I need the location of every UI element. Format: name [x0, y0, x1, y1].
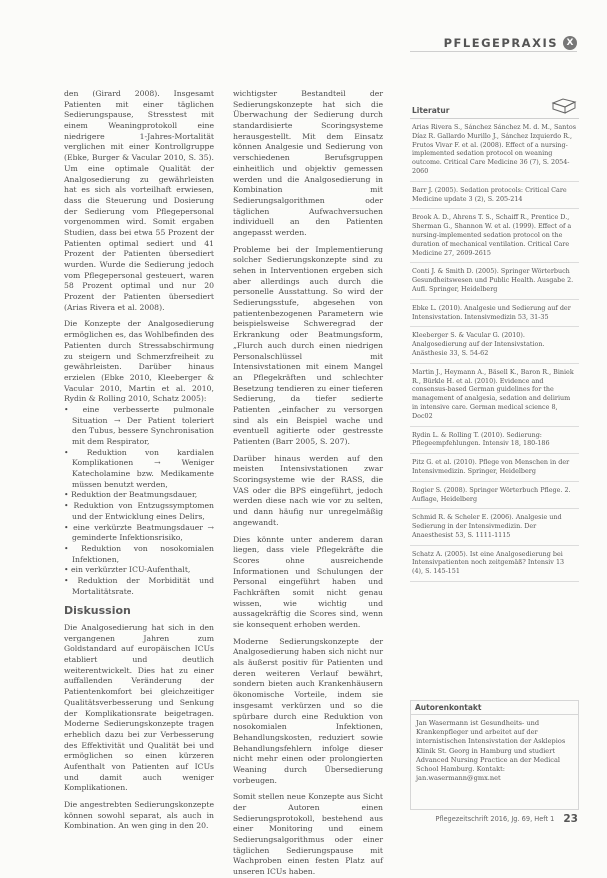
reference-item: Rydin L. & Rolling T. (2010). Sedierung: Pflegeempfehlungen. Intensiv 18, 180-186	[410, 427, 579, 455]
list-item: • Reduktion der Morbidität und Mortalitätsrate.	[64, 575, 214, 596]
author-contact-box	[410, 700, 579, 810]
body-paragraph: wichtigster Bestandteil der Sedierungskonzepte hat sich die Überwachung der Sedierung durch standardisierte Scoringsysteme herausgestellt. Mit dem Einsatz können Analgesie und Sedierung von verschiedenen Berufsgruppen einheitlich und objektiv gemessen werden und die Analgosedierung in Kombination mit Sedierungsalgorithmen oder täglichen Aufwachversuchen individuell an den Patienten angepasst werden.	[233, 89, 383, 237]
section-brand: PFLEGEPRAXIS	[443, 35, 558, 50]
reference-item: Schmid R. & Scheler E. (2006). Analgesie und Sedierung in der Intensivmedizin. Der Anaesthesist 53, S. 1111-1115	[410, 509, 579, 545]
body-paragraph: Die Konzepte der Analgosedierung ermöglichen es, das Wohlbefinden des Patienten durch Stressabschirmung zu steigern und Schmerzfreiheit zu gewährleisten. Darüber hinaus erzielen (Ebke 2010, Kleeberger & Vacular 2010, Martin et al. 2010, Rydin & Rolling 2010, Schatz 2005):	[64, 319, 214, 404]
book-icon	[551, 97, 577, 118]
text-column-1	[64, 89, 214, 849]
reference-item: Brook A. D., Ahrens T. S., Schaiff R., Prentice D., Sherman G., Shannon W. et al. (1999). Effect of a nursing-implemented sedation protocol on the duration of mechanical ventilation. Critical Care Medicine 27, 2609-2615	[410, 209, 579, 263]
literature-title: Literatur	[412, 106, 450, 116]
body-paragraph: den (Girard 2008). Insgesamt Patienten mit einer täglichen Sedierungspause, Stresstest mit einem Weaningprotokoll eine niedrigere 1-Jahres-Mortalität verglichen mit einer Kontrollgruppe (Ebke, Burger & Vacular 2010, S. 35). Um eine optimale Qualität der Analgosedierung zu gewährleisten hat es sich als vorteilhaft erwiesen, dass die Steuerung und Dosierung der Sedierung vom Pflegepersonal vorgenommen wird. Somit ergaben Studien, dass bei etwa 55 Prozent der Patienten optimal sediert und 41 Prozent der Patienten übersediert wurden. Wurde die Sedierung jedoch vom Pflegepersonal gesteuert, waren 58 Prozent optimal und nur 20 Prozent der Patienten übersediert (Arias Rivera et al. 2008).	[64, 89, 214, 312]
page-number: 23	[563, 813, 578, 825]
body-paragraph: Probleme bei der Implementierung solcher Sedierungskonzepte sind zu sehen in Interventionen ergeben sich aber allerdings auch durch die personelle Ausstattung. So wird der Sedierungsstufe, abgesehen von patientenbezogenen Parametern wie beispielsweise Schweregrad der Erkrankung oder Beatmungsform, „Flurch auch durch einen niedrigen Personalschlüssel mit Intensivstationen mit einem Mangel an Pflegekräften und schlechter Besetzung tendieren zu einer tieferen Sedierung, da tiefer sedierte Patienten „einfacher zu versorgen sind als ein Beispiel wache und eventuell agitierte oder gestresste Patienten (Barr 2005, S. 207).	[233, 244, 383, 446]
body-paragraph: Darüber hinaus werden auf den meisten Intensivstationen zwar Scoringsysteme wie der RASS, die VAS oder die BPS eingeführt, jedoch werden diese nach wie vor zu selten, und dann häufig nur unregelmäßig angewandt.	[233, 453, 383, 527]
list-item: • Reduktion von Entzugssymptomen und der Entwicklung eines Delirs,	[64, 501, 214, 521]
reference-item: Martin J., Heymann A., Bäsell K., Baron R., Biniek R., Bürkle H. et al. (2010). Evidence and consensus-based German guidelines for the management of analgesia, sedation and delirium in intensive care. German medical science 8, Doc02	[410, 364, 579, 427]
discussion-heading: Diskussion	[64, 604, 131, 618]
journal-header	[410, 34, 577, 52]
list-item: • eine verbesserte pulmonale Situation → Der Patient toleriert den Tubus, bessere Synchronisation mit dem Respirator,	[64, 404, 214, 446]
author-contact-title: Autorenkontakt	[411, 701, 578, 715]
journal-citation: Pflegezeitschrift 2016, Jg. 69, Heft 1	[435, 815, 555, 823]
reference-item: Conti J. & Smith D. (2005). Springer Wörterbuch Gesundheitswesen und Public Health. Ausgabe 2. Aufl. Springer, Heidelberg	[410, 263, 579, 299]
body-paragraph: Die Analgosedierung hat sich in den vergangenen Jahren zum Goldstandard auf europäischen ICUs etabliert und deutlich weiterentwickelt. Dies hat zu einer auffallenden Veränderung der Patientenkomfort bei gleichzeitiger Qualitätsverbesserung und Senkung der Komplikationsrate beigetragen. Moderne Sedierungskonzepte tragen erheblich dazu bei zur Verbesserung des Effektivität und Qualität bei und ermöglichen so einen kürzeren Aufenthalt von Patienten auf ICUs und damit auch weniger Komplikationen.	[64, 623, 214, 793]
list-item: • eine verkürzte Beatmungsdauer → geminderte Infektionsrisiko,	[64, 522, 214, 543]
page-footer	[418, 812, 578, 826]
benefits-list	[64, 405, 214, 597]
literature-panel	[410, 95, 579, 576]
reference-item: Arias Rivera S., Sánchez Sánchez M. d. M., Santos Díaz R. Gallardo Murillo J., Sánchez Izquierdo R., Frutos Vivar F. et al. (2008). Effect of a nursing-implemented sedation protocol on weaning outcome. Critical Care Medicine 36 (7), S. 2054-2060	[410, 119, 579, 182]
body-paragraph: Die angestrebten Sedierungskonzepte können sowohl separat, als auch in Kombination. An wen ging in den 20.	[64, 800, 214, 831]
reference-item: Barr J. (2005). Sedation protocols: Critical Care Medicine update 3 (2), S. 205-214	[410, 182, 579, 210]
body-paragraph: Somit stellen neue Konzepte aus Sicht der Autoren einen Sedierungsprotokoll, bestehend aus einer Monitoring und einem Sedierungsalgorithmus oder einer täglichen Sedierungspause mit Wachproben einen festen Platz auf unseren ICUs haben.	[233, 792, 383, 877]
reference-item: Kleeberger S. & Vacular G. (2010). Analgosedierung auf der Intensivstation. Anästhesie 33, S. 54-62	[410, 327, 579, 363]
body-paragraph: Moderne Sedierungskonzepte der Analgosedierung haben sich nicht nur als äußerst positiv für Patienten und deren weiteren Verlauf bewährt, sondern bieten auch Krankenhäusern ökonomische Vorteile, indem sie insgesamt verkürzen und so die spürbare durch eine Reduktion von nosokomialen Infektionen, Behandlungskosten, reduziert sowie Behandlungsfehlern infolge dieser nicht mehr einen oder prolongierten Weaning durch Übersedierung vorbeugen.	[233, 636, 383, 785]
reference-item: Pitz G. et al. (2010). Pflege von Menschen in der Intensivmedizin. Springer, Heidelberg	[410, 454, 579, 482]
brand-x-icon: X	[563, 36, 577, 50]
reference-item: Ebke L. (2010). Analgesie und Sedierung auf der Intensivstation. Intensivmedizin 53, 31-35	[410, 300, 579, 328]
list-item: • Reduktion der Beatmungsdauer,	[64, 490, 198, 500]
body-paragraph: Dies könnte unter anderem daran liegen, dass viele Pflegekräfte die Scores ohne ausreichende Informationen und Schulungen der Personal eingeführt haben und Fachkräften somit nicht genau wissen, wie wichtig und aussagekräftig die Scores sind, wenn sie konsequent erhoben werden.	[233, 534, 383, 629]
author-contact-text: Jan Wasermann ist Gesundheits- und Krankenpfleger und arbeitet auf der internistischen Intensivstation der Asklepios Klinik St. Georg in Hamburg und studiert Advanced Nursing Practice an der Medical School Hamburg. Kontakt: jan.wasermann@gmx.net	[416, 719, 566, 783]
reference-item: Schatz A. (2005). Ist eine Analgosedierung bei Intensivpatienten noch zeitgemäß? Intensiv 13 (4), S. 145-151	[410, 546, 579, 582]
literature-header	[410, 95, 579, 119]
list-item: • Reduktion von nosokomialen Infektionen,	[64, 543, 214, 564]
reference-item: Rogier S. (2008). Springer Wörterbuch Pflege. 2. Auflage, Heidelberg	[410, 482, 579, 510]
list-item: • ein verkürzter ICU-Aufenthalt,	[64, 565, 191, 575]
text-column-2	[233, 89, 383, 877]
reference-list	[410, 119, 579, 582]
list-item: • Reduktion von kardialen Komplikationen → Weniger Katecholamine bzw. Medikamente müssen benutzt werden,	[64, 447, 214, 489]
